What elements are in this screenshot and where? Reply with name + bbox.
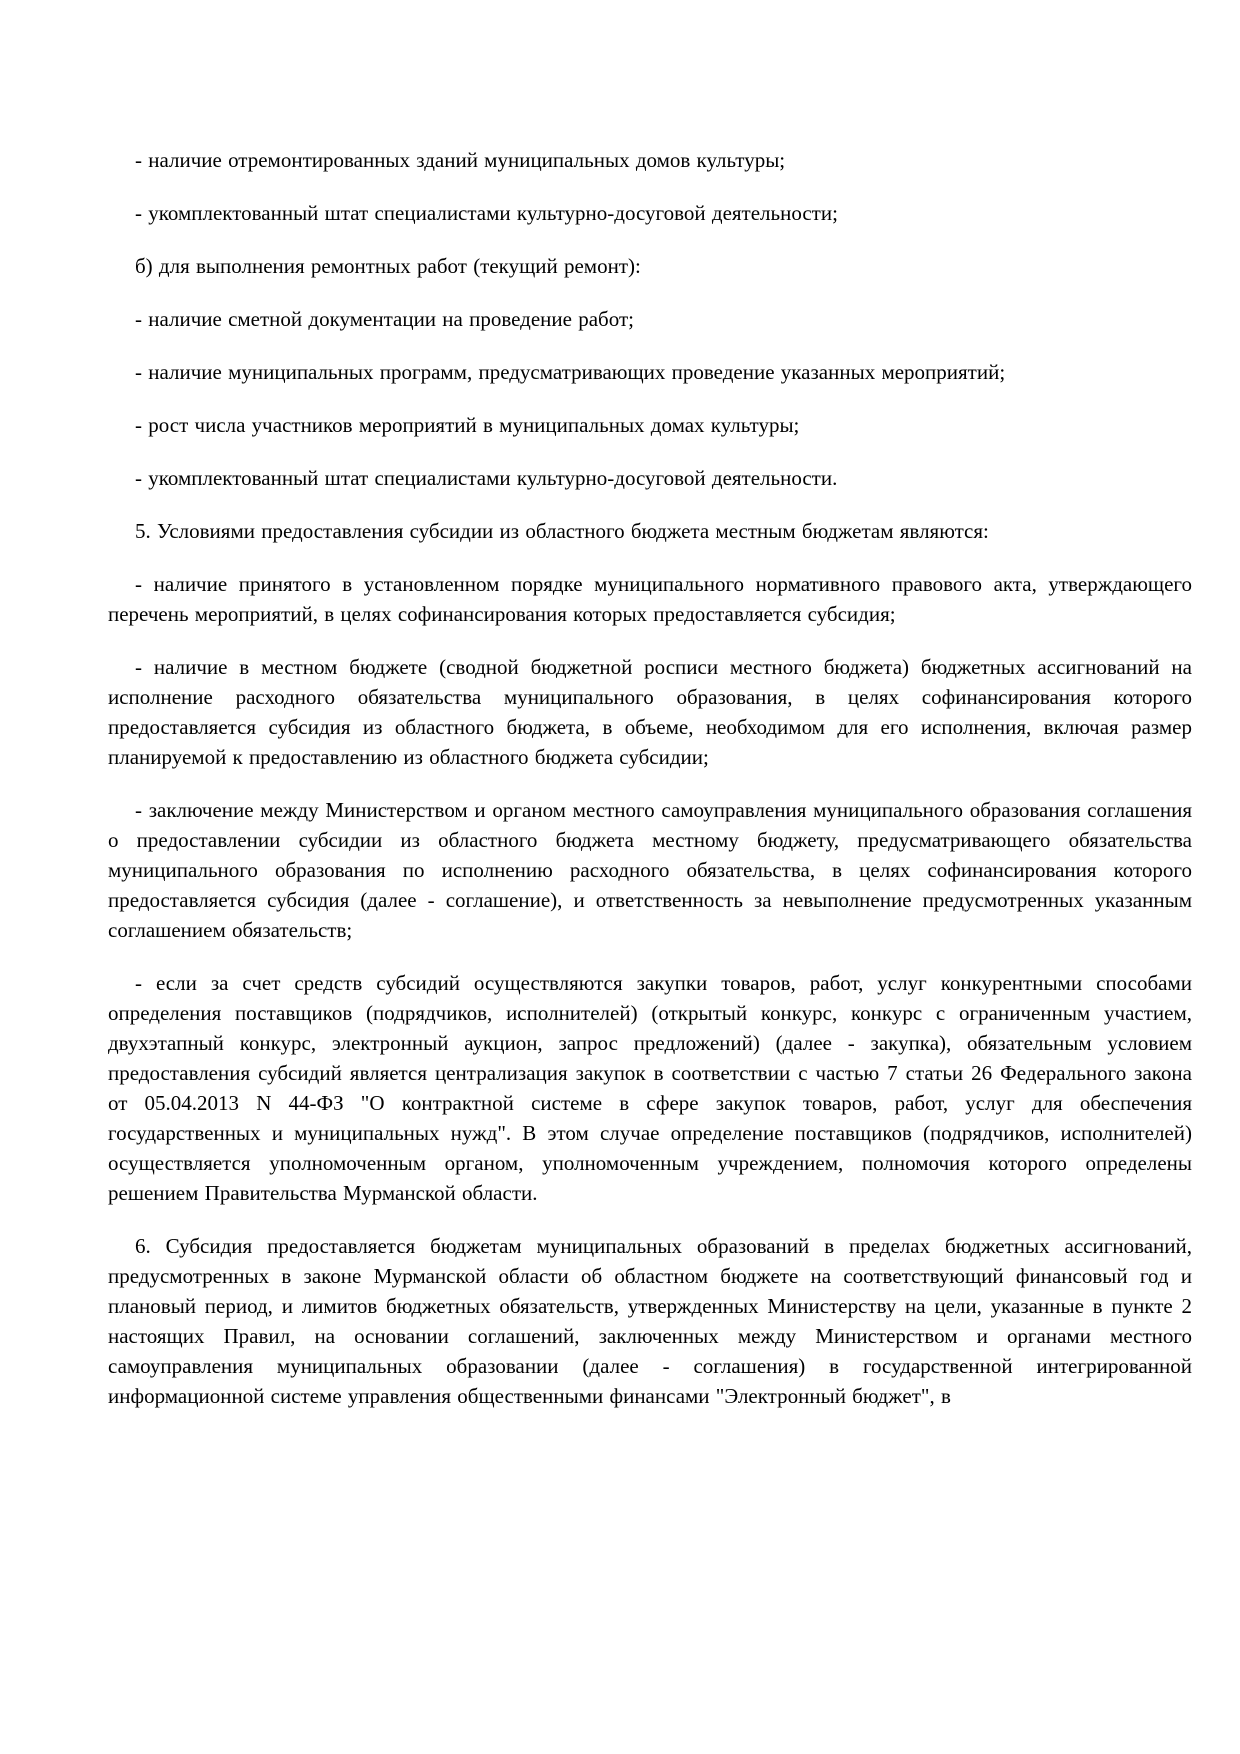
paragraph-condition-procurement: - если за счет средств субсидий осуществляются закупки товаров, работ, услуг конкурентными способами определения поставщиков (подрядчиков, исполнителей) (открытый конкурс, конкурс с ограниченным участием, двухэтапный конкурс, электронный аукцион, запрос предложений) (далее - закупка), обязательным условием предоставления субсидий является централизация закупок в соответствии с частью 7 статьи 26 Федерального закона от 05.04.2013 N 44-ФЗ "О контрактной системе в сфере закупок товаров, работ, услуг для обеспечения государственных и муниципальных нужд". В этом случае определение поставщиков (подрядчиков, исполнителей) осуществляется уполномоченным органом, уполномоченным учреждением, полномочия которого определены решением Правительства Мурманской области. — [108, 971, 1192, 1205]
paragraph-clause-5-intro: 5. Условиями предоставления субсидии из областного бюджета местным бюджетам являются: — [135, 519, 989, 543]
paragraph-subitem-b-heading: б) для выполнения ремонтных работ (текущий ремонт): — [135, 254, 641, 278]
paragraph-item-estimate-documentation: - наличие сметной документации на проведение работ; — [135, 307, 634, 331]
paragraph-item-municipal-programs: - наличие муниципальных программ, предусматривающих проведение указанных мероприятий; — [135, 360, 1006, 384]
paragraph-item-condition-repaired-buildings: - наличие отремонтированных зданий муниципальных домов культуры; — [135, 148, 786, 172]
paragraph-item-participants-growth: - рост числа участников мероприятий в муниципальных домах культуры; — [135, 413, 800, 437]
paragraph-condition-local-budget: - наличие в местном бюджете (сводной бюджетной росписи местного бюджета) бюджетных ассигнований на исполнение расходного обязательства муниципального образования, в целях софинансирования которого предоставляется субсидия из областного бюджета, в объеме, необходимом для его исполнения, включая размер планируемой к предоставлению из областного бюджета субсидии; — [108, 655, 1192, 769]
paragraph-condition-legal-act: - наличие принятого в установленном порядке муниципального нормативного правового акта, утверждающего перечень мероприятий, в целях софинансирования которых предоставляется субсидия; — [108, 572, 1192, 626]
paragraph-item-staffed-specialists-final: - укомплектованный штат специалистами культурно-досуговой деятельности. — [135, 466, 838, 490]
paragraph-item-staffed-specialists: - укомплектованный штат специалистами культурно-досуговой деятельности; — [135, 201, 838, 225]
paragraph-condition-agreement: - заключение между Министерством и органом местного самоуправления муниципального образования соглашения о предоставлении субсидии из областного бюджета местному бюджету, предусматривающего обязательства муниципального образования по исполнению расходного обязательства, в целях софинансирования которого предоставляется субсидия (далее - соглашение), и ответственность за невыполнение предусмотренных указанным соглашением обязательств; — [108, 798, 1192, 942]
paragraph-clause-6-subsidy-provision: 6. Субсидия предоставляется бюджетам муниципальных образований в пределах бюджетных ассигнований, предусмотренных в законе Мурманской области об областном бюджете на соответствующий финансовый год и плановый период, и лимитов бюджетных обязательств, утвержденных Министерству на цели, указанные в пункте 2 настоящих Правил, на основании соглашений, заключенных между Министерством и органами местного самоуправления муниципальных образовании (далее - соглашения) в государственной интегрированной информационной системе управления общественными финансами "Электронный бюджет", в — [108, 1234, 1192, 1408]
